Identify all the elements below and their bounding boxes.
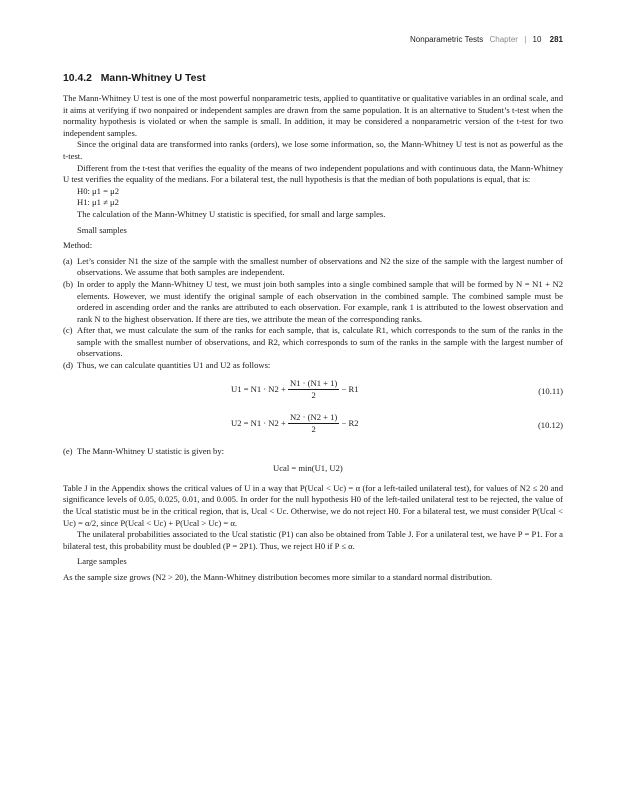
section-heading (63, 72, 563, 85)
list-item-label: (b) (63, 278, 74, 289)
ranks-paragraph: Since the original data are transformed into ranks (orders), we lose some information, so, the Mann-Whitney U test is not as powerful as the t-test. (63, 139, 563, 161)
calculation-paragraph: The calculation of the Mann-Whitney U statistic is specified, for small and large samples. (77, 208, 386, 219)
method-label: Method: (63, 240, 93, 251)
intro-paragraph: The Mann-Whitney U test is one of the most powerful nonparametric tests, applied to quantitative or qualitative variables in an ordinal scale, and it aims at verifying if two nonpaired or independent samples are drawn from the same population. It is an alternative to Student’s t-test when the normality hypothesis is violated or when the sample is small. In addition, it may be considered a nonparametric version of the t-test for two independent samples. (63, 93, 563, 138)
equation-number: (10.12) (537, 419, 563, 430)
list-item (63, 279, 563, 325)
medians-paragraph: Different from the t-test that verifies the equality of the means of two independent populations and with continuous data, the Mann-Whitney U test verifies the equality of the medians. For a bilateral test, the null hypothesis is that the median of both populations is equal, that is: (63, 162, 563, 185)
list-item (63, 446, 563, 458)
running-head-chapter: Chapter (489, 35, 518, 44)
section-number: 10.4.2 (63, 73, 92, 84)
list-item-label: (d) (63, 360, 74, 371)
page-number: 281 (549, 35, 563, 44)
equation-rhs: − R2 (341, 417, 359, 428)
null-hypothesis: H0: μ1 = μ2 (77, 185, 119, 196)
fraction-numerator: N2 · (N2 + 1) (288, 412, 339, 425)
equation-lhs: U2 = N1 · N2 + (231, 417, 286, 428)
running-head-chapter-number: 10 (532, 35, 542, 44)
equation-rhs: − R1 (341, 383, 359, 394)
list-item (63, 256, 563, 279)
large-samples-heading: Large samples (77, 556, 127, 567)
equation-number: (10.11) (538, 385, 563, 396)
method-list (63, 256, 563, 372)
list-item-text: In order to apply the Mann-Whitney U test, we must join both samples into a single combined sample that will be formed by N = N1 + N2 elements. However, we must identify the original sample of each observation in the combined sample. The combined sample must be ordered in ascending order and the ranks are attributed to each observation. For example, rank 1 is attributed to the lowest observation and rank N to the highest observation. If there are ties, we attribute the mean of the corresponding ranks. (77, 278, 563, 324)
equation-ucal: Ucal = min(U1, U2) (273, 463, 343, 474)
page-body (63, 72, 563, 584)
equation-lhs: U1 = N1 · N2 + (231, 383, 286, 394)
equation-10-12 (63, 412, 563, 440)
list-item-text: After that, we must calculate the sum of the ranks for each sample, that is, calculate R1, which corresponds to the sum of the ranks in the sample with the smallest number of observations, and R2, which corresponds to sum of the ranks in the sample with the largest number of observations. (77, 325, 563, 359)
list-item-label: (a) (63, 255, 73, 266)
unilateral-probabilities-paragraph: The unilateral probabilities associated to the Ucal statistic (P1) can also be obtained from Table J. For a unilateral test, we have P = P1. For a bilateral test, this probability must be doubled (P = 2P1). Thus, we reject H0 if P ≤ α. (63, 529, 563, 551)
list-item-label: (c) (63, 325, 73, 336)
equation-10-11 (63, 378, 563, 406)
running-head-title: Nonparametric Tests (410, 35, 484, 44)
equation-fraction (288, 378, 339, 402)
large-samples-paragraph: As the sample size grows (N2 > 20), the Mann-Whitney distribution becomes more similar to a standard normal distribution. (63, 572, 493, 582)
list-item-text: The Mann-Whitney U statistic is given by: (77, 445, 225, 456)
fraction-denominator: 2 (311, 390, 316, 401)
small-samples-heading: Small samples (77, 224, 127, 235)
fraction-numerator: N1 · (N1 + 1) (288, 378, 339, 391)
running-head (410, 34, 563, 46)
list-item (63, 325, 563, 360)
list-item-text: Thus, we can calculate quantities U1 and U2 as follows: (77, 360, 271, 371)
list-item-text: Let’s consider N1 the size of the sample with the smallest number of observations and N2 the size of the sample with the largest number of observations. We assume that both samples are independent. (77, 255, 563, 278)
fraction-denominator: 2 (311, 424, 316, 435)
running-head-separator: | (524, 35, 527, 44)
list-item-label: (e) (63, 445, 73, 456)
table-j-paragraph: Table J in the Appendix shows the critical values of U in a way that P(Ucal < Uc) = α (for a left-tailed unilateral test), for values of N2 ≤ 20 and significance levels of 0.05, 0.025, 0.01, and 0.005. In order for the null hypothesis H0 of the left-tailed unilateral test to be rejected, the value of the Ucal statistic must be in the critical region, that is, Ucal < Uc. Otherwise, we do not reject H0. For a bilateral test, we must consider P(Ucal < Uc) = α/2, since P(Ucal < Uc) + P(Ucal > Uc) = α. (63, 482, 563, 528)
list-item (63, 360, 563, 372)
equation-fraction (288, 412, 339, 436)
equation-body (231, 412, 359, 436)
equation-body (231, 378, 359, 402)
alternative-hypothesis: H1: μ1 ≠ μ2 (77, 197, 119, 208)
section-title: Mann-Whitney U Test (100, 73, 206, 84)
